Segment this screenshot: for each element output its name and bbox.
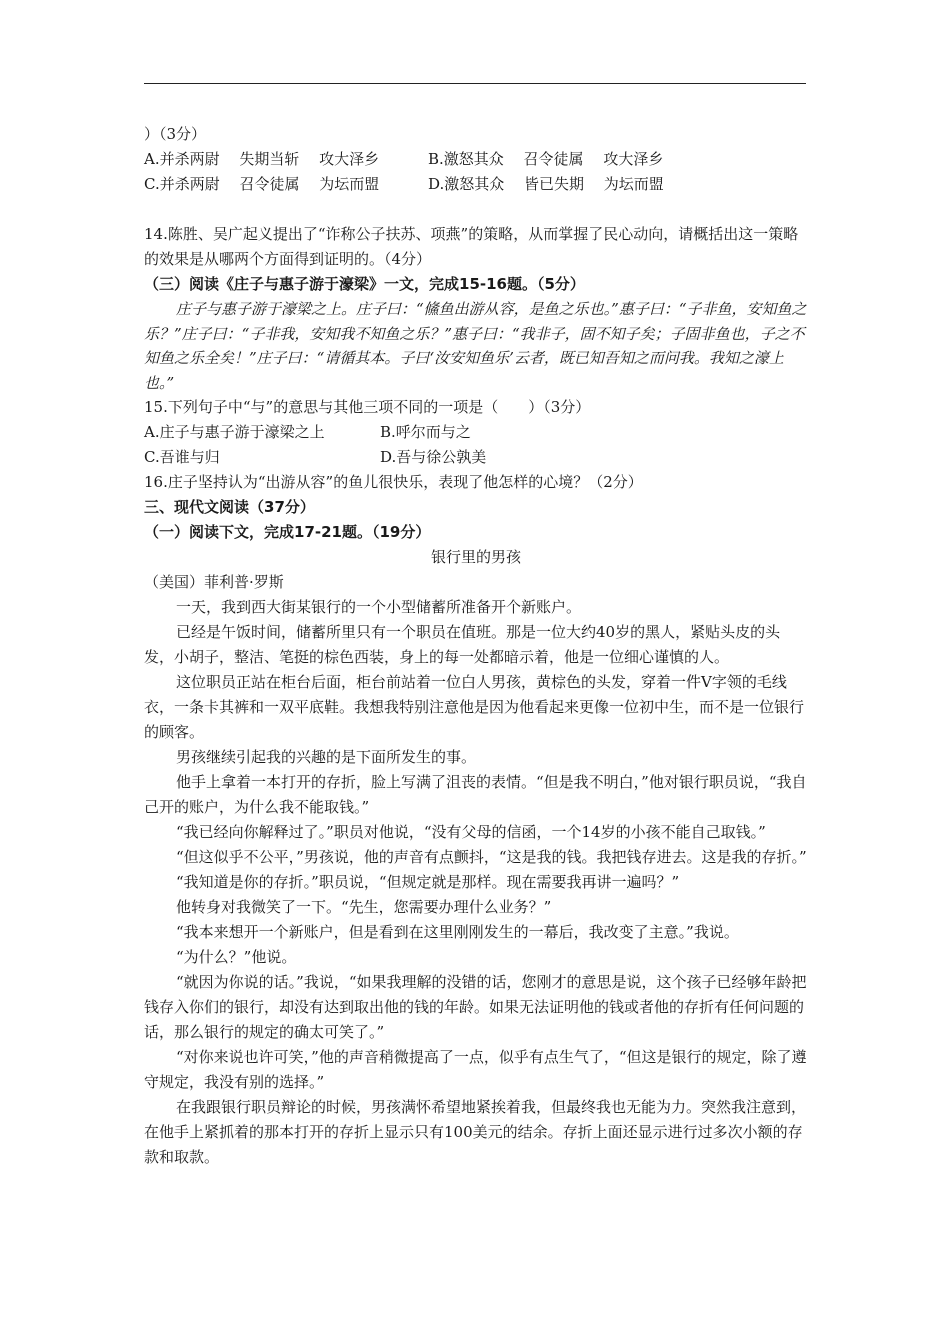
q15-options-row2 bbox=[144, 445, 808, 470]
story-paragraph: 一天，我到西大街某银行的一个小型储蓄所准备开个新账户。 bbox=[176, 598, 582, 616]
question-16: 16.庄子坚持认为“出游从容”的鱼儿很快乐，表现了他怎样的心境？（2分） bbox=[144, 473, 643, 491]
q13-option-d: D.激怒其众 皆已失期 为坛而盟 bbox=[428, 175, 664, 193]
story-paragraph: 已经是午饭时间，储蓄所里只有一个职员在值班。那是一位大约40岁的黑人，紧贴头皮的头发，小胡子，整洁、笔挺的棕色西装，身上的每一处都暗示着，他是一位细心谨慎的人。 bbox=[144, 623, 781, 666]
part-3-subheading: （一）阅读下文，完成17-21题。（19分） bbox=[144, 523, 431, 541]
q13-tail: ）（3分） bbox=[144, 125, 207, 143]
story-paragraph: “对你来说也许可笑，”他的声音稍微提高了一点，似乎有点生气了，“但这是银行的规定，除了遵守规定，我没有别的选择。” bbox=[144, 1048, 807, 1091]
story-paragraph: 这位职员正站在柜台后面，柜台前站着一位白人男孩，黄棕色的头发，穿着一件V字领的毛线衣，一条卡其裤和一双平底鞋。我想我特别注意他是因为他看起来更像一位初中生，而不是一位银行的顾客。 bbox=[144, 673, 805, 741]
story-paragraph: “我已经向你解释过了。”职员对他说，“没有父母的信函，一个14岁的小孩不能自己取钱。” bbox=[176, 823, 766, 841]
story-paragraph: 在我跟银行职员辩论的时候，男孩满怀希望地紧挨着我，但最终我也无能为力。突然我注意到，在他手上紧抓着的那本打开的存折上显示只有100美元的结余。存折上面还显示进行过多次小额的存款和取款。 bbox=[144, 1098, 807, 1166]
story-paragraph: “我知道是你的存折。”职员说，“但规定就是那样。现在需要我再讲一遍吗？” bbox=[176, 873, 680, 891]
q13-options-row2 bbox=[144, 172, 808, 197]
question-14: 14.陈胜、吴广起义提出了“诈称公子扶苏、项燕”的策略，从而掌握了民心动向，请概括出这一策略的效果是从哪两个方面得到证明的。（4分） bbox=[144, 225, 799, 268]
q13-option-a: A.并杀两尉 失期当斩 攻大泽乡 bbox=[144, 150, 380, 168]
part-3-heading: 三、现代文阅读（37分） bbox=[144, 498, 315, 516]
story-title: 银行里的男孩 bbox=[430, 548, 521, 566]
story-author: （美国）菲利普·罗斯 bbox=[144, 573, 284, 591]
document-page bbox=[144, 122, 808, 1170]
header-rule bbox=[144, 83, 806, 84]
q15-options-row1 bbox=[144, 420, 808, 445]
story-body bbox=[144, 595, 808, 1170]
story-paragraph: 他转身对我微笑了一下。“先生，您需要办理什么业务？” bbox=[176, 898, 552, 916]
question-15: 15.下列句子中“与”的意思与其他三项不同的一项是（ ）（3分） bbox=[144, 398, 591, 416]
q15-option-c: C.吾谁与归 bbox=[144, 448, 220, 466]
story-paragraph: “为什么？”他说。 bbox=[176, 948, 297, 966]
story-paragraph: 他手上拿着一本打开的存折，脸上写满了沮丧的表情。“但是我不明白，”他对银行职员说，“我自己开的账户，为什么我不能取钱。” bbox=[144, 773, 807, 816]
q13-option-c: C.并杀两尉 召令徒属 为坛而盟 bbox=[144, 175, 380, 193]
q15-option-b: B.呼尔而与之 bbox=[380, 423, 471, 441]
story-paragraph: 男孩继续引起我的兴趣的是下面所发生的事。 bbox=[176, 748, 477, 766]
story-paragraph: “但这似乎不公平，”男孩说，他的声音有点颤抖，“这是我的钱。我把钱存进去。这是我的存折。” bbox=[176, 848, 807, 866]
q13-option-b: B.激怒其众 召令徒属 攻大泽乡 bbox=[428, 150, 664, 168]
q15-option-a: A.庄子与惠子游于濠梁之上 bbox=[144, 423, 325, 441]
zhuangzi-passage: 庄子与惠子游于濠梁之上。庄子曰：“鯈鱼出游从容，是鱼之乐也。”惠子曰：“子非鱼，安知鱼之乐？”庄子曰：“子非我，安知我不知鱼之乐？”惠子曰：“我非子，固不知子矣；子固非鱼也，子之不知鱼之乐全矣！”庄子曰：“请循其本。子曰‘汝安知鱼乐’云者，既已知吾知之而问我。我知之濠上也。” bbox=[144, 300, 807, 392]
q13-options-row1 bbox=[144, 147, 808, 172]
section-3-heading: （三）阅读《庄子与惠子游于濠梁》一文，完成15-16题。（5分） bbox=[144, 275, 585, 293]
story-paragraph: “我本来想开一个新账户，但是看到在这里刚刚发生的一幕后，我改变了主意。”我说。 bbox=[176, 923, 739, 941]
q15-option-d: D.吾与徐公孰美 bbox=[380, 448, 487, 466]
story-paragraph: “就因为你说的话。”我说，“如果我理解的没错的话，您刚才的意思是说，这个孩子已经够年龄把钱存入你们的银行，却没有达到取出他的钱的年龄。如果无法证明他的钱或者他的存折有任何问题的话，那么银行的规定的确太可笑了。” bbox=[144, 973, 807, 1041]
